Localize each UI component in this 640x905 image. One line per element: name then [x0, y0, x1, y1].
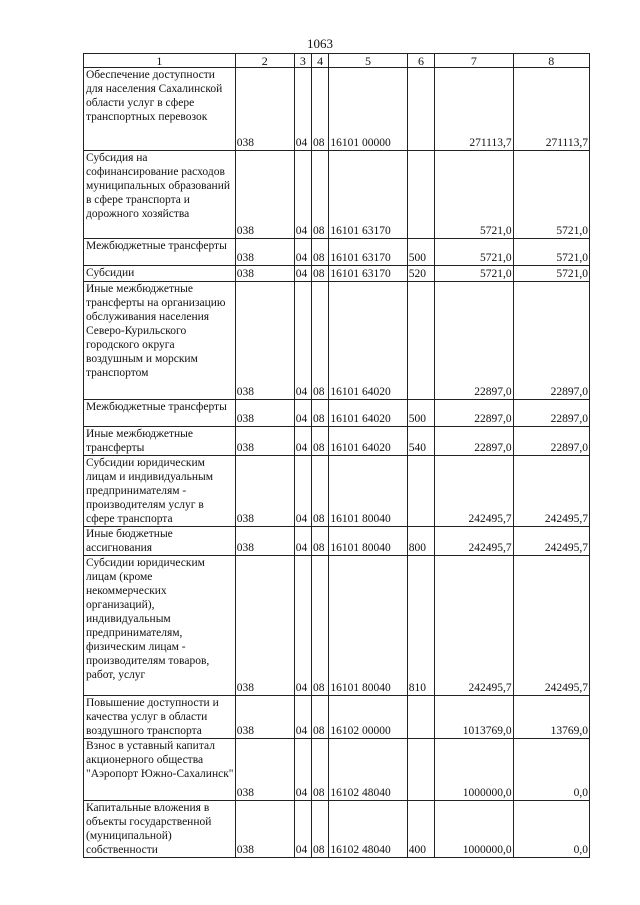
target-code: 16101 64020: [329, 427, 407, 456]
subsection-code: 08: [312, 696, 329, 739]
expense-type-code: 500: [407, 400, 434, 427]
row-name: Иные межбюджетные трансферты: [84, 427, 236, 456]
row-name: Субсидии юридическим лицам и индивидуальным предпринимателям - производителям услуг в сфере транспорта: [84, 456, 236, 527]
ministry-code: 038: [235, 801, 294, 858]
ministry-code: 038: [235, 239, 294, 266]
amount-year-1: 242495,7: [435, 456, 513, 527]
target-code: 16102 48040: [329, 801, 407, 858]
ministry-code: 038: [235, 739, 294, 801]
header-row: [84, 54, 590, 68]
table-row: [84, 68, 590, 151]
table-row: [84, 151, 590, 239]
amount-year-1: 22897,0: [435, 282, 513, 400]
amount-year-1: 1013769,0: [435, 696, 513, 739]
ministry-code: 038: [235, 456, 294, 527]
target-code: 16101 64020: [329, 400, 407, 427]
row-name: Иные бюджетные ассигнования: [84, 527, 236, 556]
expense-type-code: [407, 696, 434, 739]
amount-year-2: 5721,0: [513, 266, 589, 282]
target-code: 16102 00000: [329, 696, 407, 739]
ministry-code: 038: [235, 556, 294, 696]
table-row: [84, 400, 590, 427]
section-code: 04: [294, 266, 311, 282]
row-name: Повышение доступности и качества услуг в области воздушного транспорта: [84, 696, 236, 739]
column-header: 6: [407, 54, 434, 68]
table-row: [84, 556, 590, 696]
table-row: [84, 282, 590, 400]
target-code: 16101 63170: [329, 151, 407, 239]
column-header: 1: [84, 54, 236, 68]
amount-year-1: 271113,7: [435, 68, 513, 151]
column-header: 4: [312, 54, 329, 68]
amount-year-2: 0,0: [513, 801, 589, 858]
table-row: [84, 239, 590, 266]
amount-year-2: 5721,0: [513, 239, 589, 266]
amount-year-1: 1000000,0: [435, 801, 513, 858]
expense-type-code: 400: [407, 801, 434, 858]
amount-year-2: 242495,7: [513, 556, 589, 696]
amount-year-2: 242495,7: [513, 456, 589, 527]
expense-type-code: 800: [407, 527, 434, 556]
target-code: 16101 00000: [329, 68, 407, 151]
ministry-code: 038: [235, 68, 294, 151]
subsection-code: 08: [312, 400, 329, 427]
section-code: 04: [294, 151, 311, 239]
table-row: [84, 456, 590, 527]
amount-year-1: 5721,0: [435, 239, 513, 266]
column-header: 2: [235, 54, 294, 68]
ministry-code: 038: [235, 151, 294, 239]
table-row: [84, 801, 590, 858]
column-header: 8: [513, 54, 589, 68]
row-name: Субсидия на софинансирование расходов муниципальных образований в сфере транспорта и дорожного хозяйства: [84, 151, 236, 239]
target-code: 16101 63170: [329, 239, 407, 266]
amount-year-1: 22897,0: [435, 400, 513, 427]
expense-type-code: 540: [407, 427, 434, 456]
table-row: [84, 427, 590, 456]
amount-year-2: 242495,7: [513, 527, 589, 556]
table-row: [84, 696, 590, 739]
ministry-code: 038: [235, 427, 294, 456]
expense-type-code: [407, 456, 434, 527]
column-header: 3: [294, 54, 311, 68]
table-row: [84, 739, 590, 801]
amount-year-2: 22897,0: [513, 282, 589, 400]
subsection-code: 08: [312, 68, 329, 151]
row-name: Субсидии: [84, 266, 236, 282]
target-code: 16101 64020: [329, 282, 407, 400]
amount-year-1: 5721,0: [435, 151, 513, 239]
section-code: 04: [294, 282, 311, 400]
amount-year-2: 5721,0: [513, 151, 589, 239]
subsection-code: 08: [312, 801, 329, 858]
section-code: 04: [294, 801, 311, 858]
expense-type-code: [407, 739, 434, 801]
table-row: [84, 266, 590, 282]
section-code: 04: [294, 239, 311, 266]
row-name: Взнос в уставный капитал акционерного общества "Аэропорт Южно-Сахалинск": [84, 739, 236, 801]
ministry-code: 038: [235, 282, 294, 400]
amount-year-2: 13769,0: [513, 696, 589, 739]
amount-year-2: 22897,0: [513, 400, 589, 427]
section-code: 04: [294, 400, 311, 427]
section-code: 04: [294, 739, 311, 801]
subsection-code: 08: [312, 739, 329, 801]
expense-type-code: 500: [407, 239, 434, 266]
subsection-code: 08: [312, 239, 329, 266]
amount-year-1: 1000000,0: [435, 739, 513, 801]
target-code: 16101 63170: [329, 266, 407, 282]
expense-type-code: 810: [407, 556, 434, 696]
column-header: 7: [435, 54, 513, 68]
target-code: 16101 80040: [329, 527, 407, 556]
ministry-code: 038: [235, 400, 294, 427]
subsection-code: 08: [312, 427, 329, 456]
section-code: 04: [294, 427, 311, 456]
row-name: Иные межбюджетные трансферты на организацию обслуживания населения Северо-Курильского городского округа воздушным и морским транспортом: [84, 282, 236, 400]
section-code: 04: [294, 68, 311, 151]
budget-table: [83, 53, 590, 858]
subsection-code: 08: [312, 266, 329, 282]
row-name: Обеспечение доступности для населения Сахалинской области услуг в сфере транспортных перевозок: [84, 68, 236, 151]
expense-type-code: [407, 282, 434, 400]
ministry-code: 038: [235, 696, 294, 739]
amount-year-1: 242495,7: [435, 556, 513, 696]
section-code: 04: [294, 527, 311, 556]
amount-year-2: 271113,7: [513, 68, 589, 151]
target-code: 16102 48040: [329, 739, 407, 801]
expense-type-code: 520: [407, 266, 434, 282]
expense-type-code: [407, 151, 434, 239]
target-code: 16101 80040: [329, 456, 407, 527]
row-name: Капитальные вложения в объекты государственной (муниципальной) собственности: [84, 801, 236, 858]
expense-type-code: [407, 68, 434, 151]
ministry-code: 038: [235, 266, 294, 282]
amount-year-2: 22897,0: [513, 427, 589, 456]
table-row: [84, 527, 590, 556]
page-number: 1063: [307, 36, 333, 51]
section-code: 04: [294, 696, 311, 739]
amount-year-1: 22897,0: [435, 427, 513, 456]
row-name: Межбюджетные трансферты: [84, 400, 236, 427]
subsection-code: 08: [312, 556, 329, 696]
subsection-code: 08: [312, 527, 329, 556]
subsection-code: 08: [312, 456, 329, 527]
amount-year-2: 0,0: [513, 739, 589, 801]
ministry-code: 038: [235, 527, 294, 556]
row-name: Субсидии юридическим лицам (кроме некоммерческих организаций), индивидуальным предпринимателям, физическим лицам - производителям товаров, работ, услуг: [84, 556, 236, 696]
amount-year-1: 5721,0: [435, 266, 513, 282]
target-code: 16101 80040: [329, 556, 407, 696]
subsection-code: 08: [312, 151, 329, 239]
subsection-code: 08: [312, 282, 329, 400]
section-code: 04: [294, 556, 311, 696]
section-code: 04: [294, 456, 311, 527]
amount-year-1: 242495,7: [435, 527, 513, 556]
row-name: Межбюджетные трансферты: [84, 239, 236, 266]
column-header: 5: [329, 54, 407, 68]
